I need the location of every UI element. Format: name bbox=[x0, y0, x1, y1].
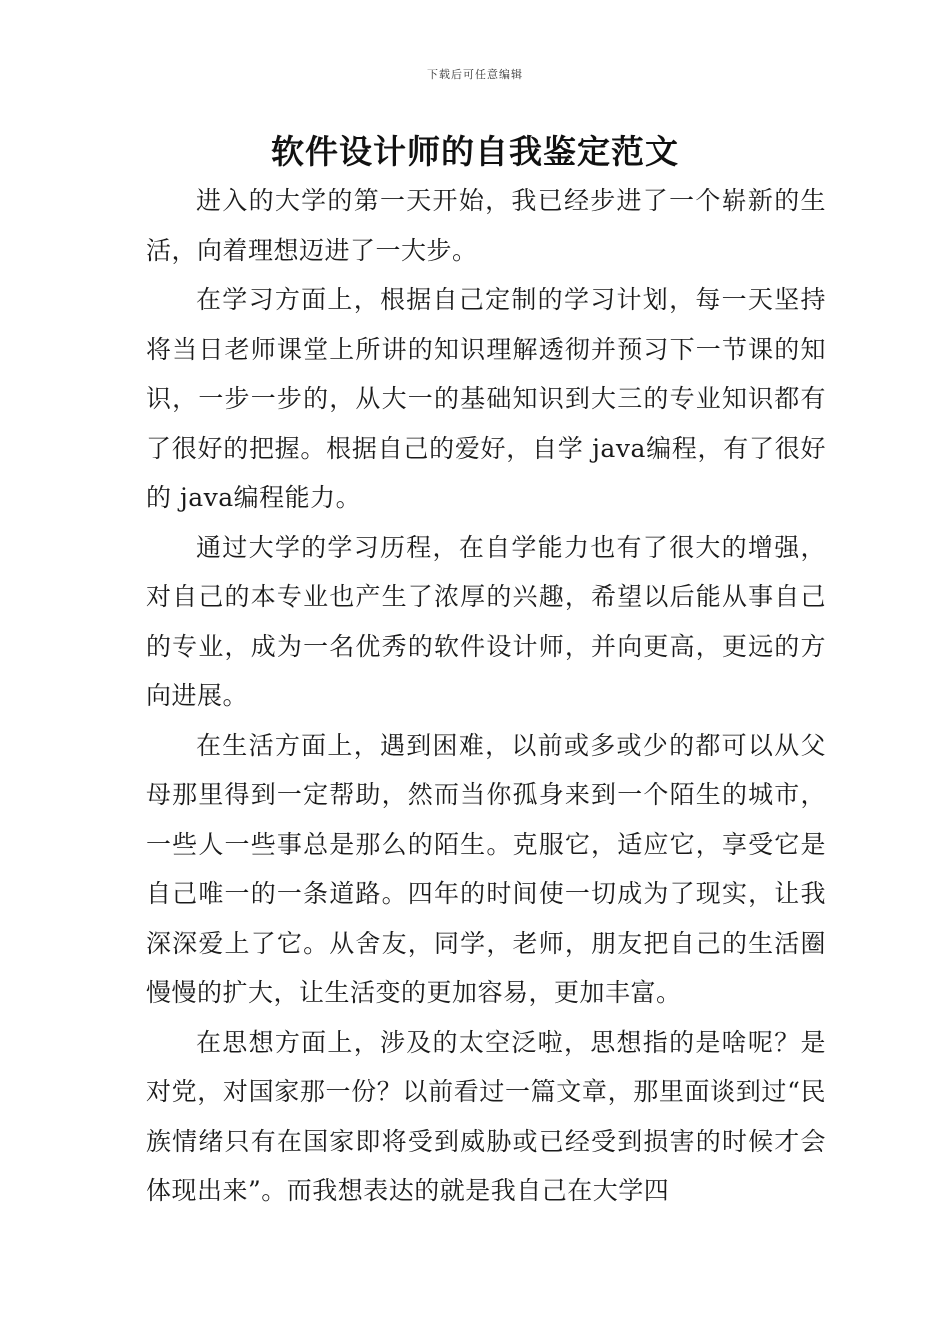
paragraph-intro: 进入的大学的第一天开始，我已经步进了一个崭新的生活，向着理想迈进了一大步。 bbox=[146, 186, 826, 265]
header-note: 下载后可任意编辑 bbox=[427, 68, 523, 81]
document-body bbox=[146, 176, 826, 1216]
paragraph-life: 在生活方面上，遇到困难，以前或多或少的都可以从父母那里得到一定帮助，然而当你孤身来到一个陌生的城市，一些人一些事总是那么的陌生。克服它，适应它，享受它是自己唯一的一条道路。四年的时间使一切成为了现实，让我深深爱上了它。从舍友，同学，老师，朋友把自己的生活圈慢慢的扩大，让生活变的更加容易，更加丰富。 bbox=[146, 730, 826, 1007]
paragraph-self-learning: 通过大学的学习历程，在自学能力也有了很大的增强，对自己的本专业也产生了浓厚的兴趣，希望以后能从事自己的专业，成为一名优秀的软件设计师，并向更高，更远的方向进展。 bbox=[146, 532, 826, 710]
document-title: 软件设计师的自我鉴定范文 bbox=[271, 132, 679, 171]
paragraph-study: 在学习方面上，根据自己定制的学习计划，每一天坚持将当日老师课堂上所讲的知识理解透彻并预习下一节课的知识，一步一步的，从大一的基础知识到大三的专业知识都有了很好的把握。根据自己的爱好，自学 java编程，有了很好的 java编程能力。 bbox=[146, 285, 826, 512]
paragraph-thought: 在思想方面上，涉及的太空泛啦，思想指的是啥呢？是对党，对国家那一份？以前看过一篇文章，那里面谈到过“民族情绪只有在国家即将受到威胁或已经受到损害的时候才会体现出来”。而我想表达的就是我自己在大学四 bbox=[146, 1027, 826, 1205]
